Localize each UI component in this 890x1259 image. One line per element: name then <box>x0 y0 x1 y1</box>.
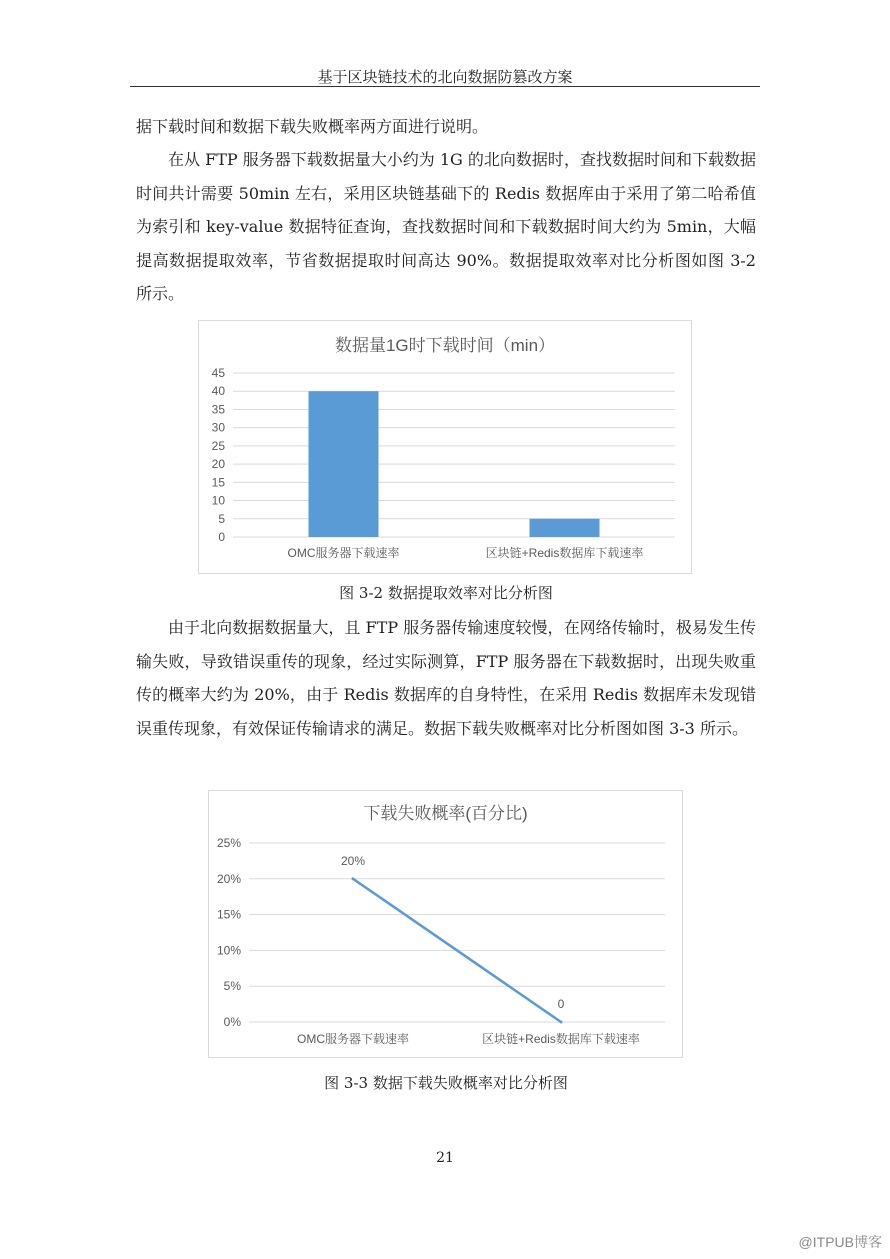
x-category-label: 区块链+Redis数据库下载速率 <box>482 1032 640 1046</box>
y-tick-label: 15 <box>211 475 225 490</box>
y-tick-label: 20% <box>216 871 241 886</box>
failure-rate-chart-svg <box>209 791 682 1057</box>
data-point-1 <box>352 877 355 880</box>
bar-2 <box>530 519 600 537</box>
y-tick-label: 40 <box>211 384 225 399</box>
site-watermark: @ITPUB博客 <box>798 1234 882 1250</box>
chart-title: 下载失败概率(百分比) <box>363 804 528 823</box>
y-tick-label: 15% <box>216 907 241 922</box>
figure-caption-3-3: 图 3-3 数据下载失败概率对比分析图 <box>324 1074 568 1092</box>
x-category-label: 区块链+Redis数据库下载速率 <box>485 546 644 560</box>
y-tick-label: 10 <box>211 493 225 508</box>
download-time-chart-svg <box>199 321 691 573</box>
x-category-label: OMC服务器下载速率 <box>297 1032 409 1046</box>
failure-rate-chart <box>208 790 683 1058</box>
data-label: 0 <box>557 997 565 1011</box>
x-category-label: OMC服务器下载速率 <box>287 546 400 560</box>
page-number: 21 <box>436 1150 454 1166</box>
chart-title: 数据量1G时下载时间（min） <box>334 336 556 355</box>
y-tick-label: 25 <box>211 438 225 453</box>
y-tick-label: 0% <box>223 1015 241 1029</box>
paragraph-download-time: 在从 FTP 服务器下载数据量大小约为 1G 的北向数据时，查找数据时间和下载数据时间共计需要 50min 左右，采用区块链基础下的 Redis 数据库由于采用了第二哈希值为索引和 key-value 数据特征查询，查找数据时间和下载数据时间大约为 5min，大幅提高数据提取效率，节省数据提取时间高达 90%。数据提取效率对比分析图如图 3-2 所示。 <box>136 150 756 303</box>
header-rule <box>130 86 760 87</box>
running-header-title: 基于区块链技术的北向数据防篡改方案 <box>317 68 573 86</box>
y-tick-label: 0 <box>218 530 225 544</box>
data-label: 20% <box>340 853 366 868</box>
y-tick-label: 30 <box>211 420 225 435</box>
download-time-chart <box>198 320 692 574</box>
y-tick-label: 35 <box>211 402 225 417</box>
bar-1 <box>309 391 379 537</box>
figure-caption-3-2: 图 3-2 数据提取效率对比分析图 <box>339 584 553 602</box>
y-tick-label: 45 <box>211 366 225 380</box>
y-tick-label: 10% <box>216 943 241 958</box>
y-tick-label: 5 <box>218 511 225 526</box>
data-point-2 <box>560 1021 563 1024</box>
y-tick-label: 5% <box>223 979 241 994</box>
paragraph-failure-rate: 由于北向数据数据量大，且 FTP 服务器传输速度较慢，在网络传输时，极易发生传输失败，导致错误重传的现象，经过实际测算，FTP 服务器在下载数据时，出现失败重传的概率大约为 20%，由于 Redis 数据库的自身特性，在采用 Redis 数据库未发现错误重传现象，有效保证传输请求的满足。数据下载失败概率对比分析图如图 3-3 所示。 <box>136 618 756 738</box>
y-tick-label: 25% <box>216 836 241 850</box>
y-tick-label: 20 <box>211 457 225 472</box>
paragraph-intro-tail: 据下载时间和数据下载失败概率两方面进行说明。 <box>136 117 489 136</box>
